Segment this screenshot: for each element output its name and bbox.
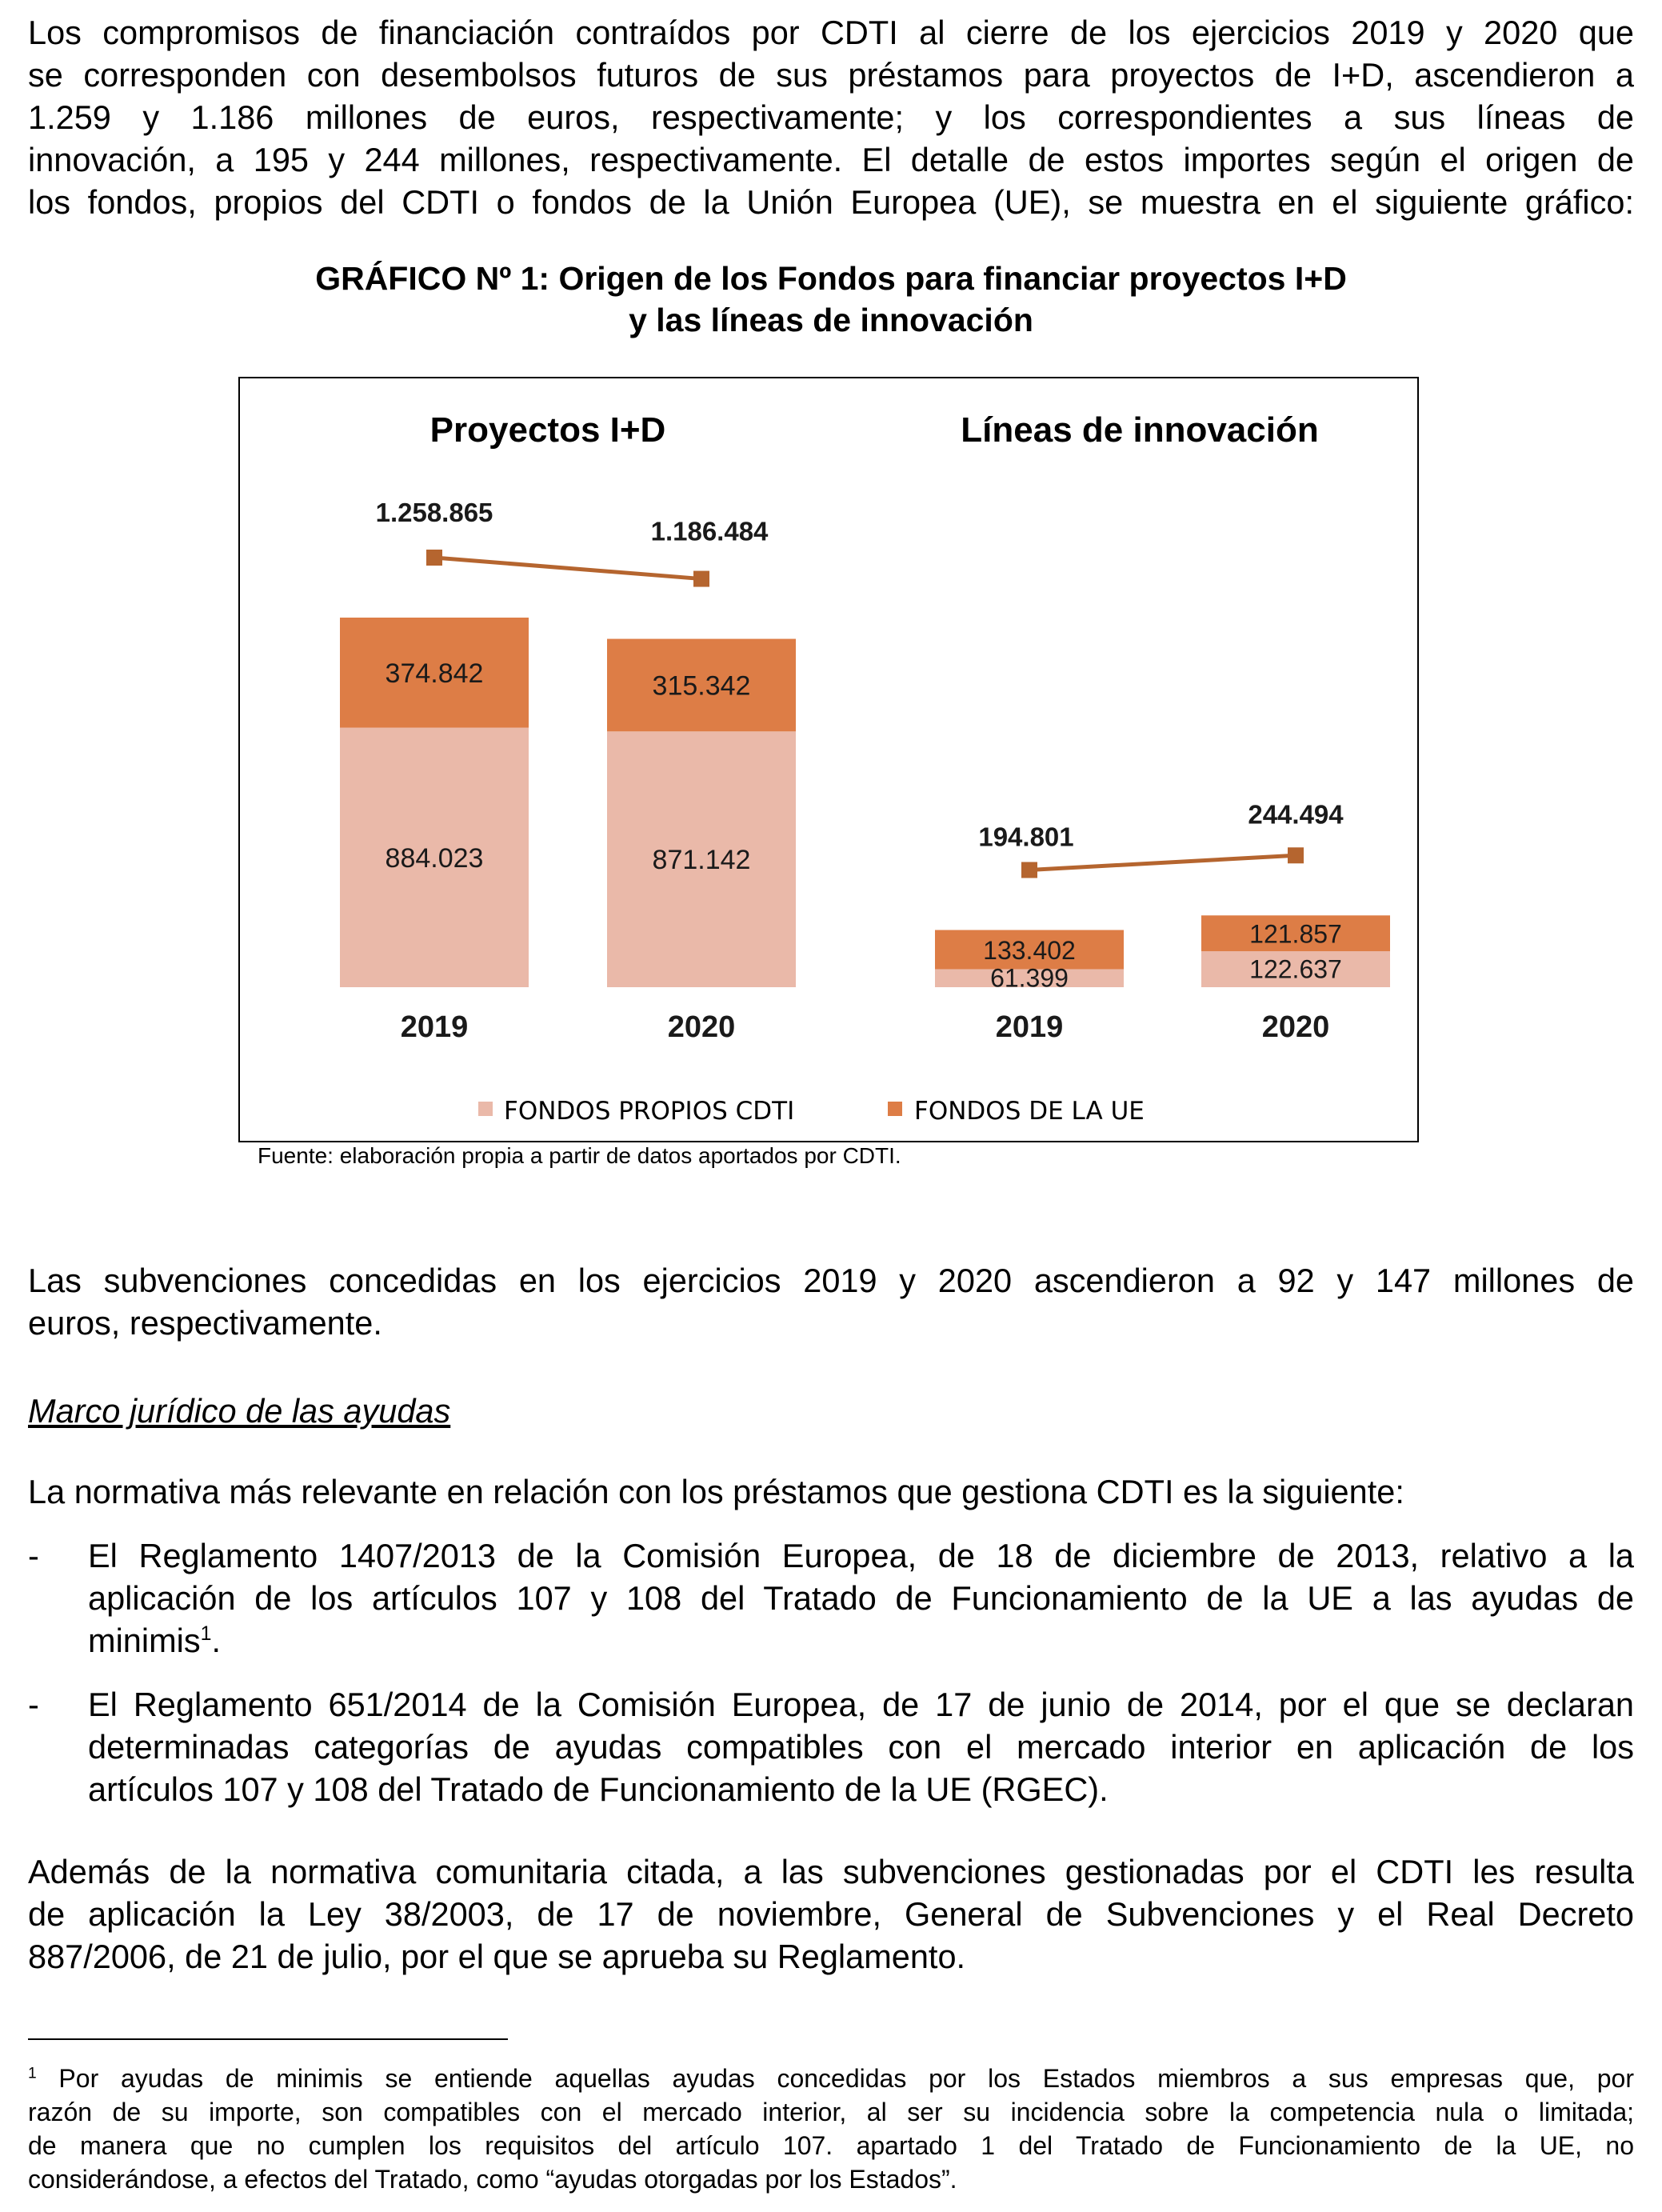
paragraph-line: de aplicación la Ley 38/2003, de 17 de noviembre, General de Subvenciones y el Real Decreto [28,1895,1634,1933]
category-label: 2020 [667,1010,736,1044]
normativa-paragraph: La normativa más relevante en relación con los préstamos que gestiona CDTI es la siguiente: [28,1473,1404,1510]
footnote-mark: 1 [28,2065,37,2082]
intro-line: se corresponden con desembolsos futuros de sus préstamos para proyectos de I+D, ascendieron a [28,56,1634,94]
legend-swatch-propios [478,1102,493,1116]
chart-title-line: y las líneas de innovación [629,302,1033,338]
data-label-propios: 884.023 [385,842,484,874]
footnote-text: Por ayudas de minimis se entiende aquellas ayudas concedidas por los Estados miembros a sus empresas que, por [36,2064,1634,2093]
bullet-dash: - [28,1537,39,1574]
panel-title-proyectos: Proyectos I+D [429,410,666,450]
legend-label-ue: FONDOS DE LA UE [914,1097,1145,1126]
intro-line: 1.259 y 1.186 millones de euros, respectivamente; y los correspondientes a sus líneas de [28,98,1634,136]
list-item-tail: . [211,1622,222,1659]
list-item-text [88,1534,1634,1662]
footnote-line: considerándose, a efectos del Tratado, como “ayudas otorgadas por los Estados”. [28,2165,957,2194]
data-label-propios: 871.142 [652,845,751,876]
legend-label-propios: FONDOS PROPIOS CDTI [504,1097,795,1126]
data-label-ue: 374.842 [385,658,484,689]
section-heading: Marco jurídico de las ayudas [28,1392,451,1430]
category-label: 2019 [995,1010,1064,1044]
subvenciones-paragraph [28,1259,1634,1344]
total-marker [693,571,709,587]
list-item-text [88,1683,1634,1810]
list-item-line: El Reglamento 651/2014 de la Comisión Europea, de 17 de junio de 2014, por el que se declaran [88,1686,1634,1723]
total-marker [1288,847,1304,863]
list-item-line [88,1619,1634,1662]
total-marker [1021,862,1037,878]
footnote-line: de manera que no cumplen los requisitos del artículo 107. apartado 1 del Tratado de Funcionamiento de la UE, no [28,2131,1634,2160]
list-item-line: aplicación de los artículos 107 y 108 del Tratado de Funcionamiento de la UE a las ayudas de [88,1579,1634,1617]
data-label-propios: 61.399 [990,963,1069,993]
list-item-line: El Reglamento 1407/2013 de la Comisión Europea, de 18 de diciembre de 2013, relativo a la [88,1537,1634,1574]
list-item-line: determinadas categorías de ayudas compatibles con el mercado interior en aplicación de los [88,1728,1634,1766]
total-marker [426,550,442,566]
paragraph-line: 887/2006, de 21 de julio, por el que se aprueba su Reglamento. [28,1938,966,1975]
bullet-dash: - [28,1686,39,1723]
total-label: 1.186.484 [650,516,769,546]
minimis-word: minimis [88,1622,201,1659]
footnote-line [28,2062,1634,2095]
ley-paragraph [28,1850,1634,1978]
category-label: 2020 [1261,1010,1330,1044]
intro-line: innovación, a 195 y 244 millones, respectivamente. El detalle de estos importes según el origen de [28,141,1634,178]
intro-line: Los compromisos de financiación contraídos por CDTI al cierre de los ejercicios 2019 y 2020 que [28,14,1634,51]
list-item-line: artículos 107 y 108 del Tratado de Funcionamiento de la UE (RGEC). [88,1770,1109,1808]
footnote [28,2062,1634,2196]
data-label-ue: 121.857 [1249,919,1342,949]
panel-title-lineas: Líneas de innovación [961,410,1319,450]
paragraph-line: euros, respectivamente. [28,1304,382,1342]
total-label: 244.494 [1248,799,1344,830]
data-label-propios: 122.637 [1249,954,1342,984]
legend-swatch-ue [888,1102,902,1116]
chart-title-line: GRÁFICO Nº 1: Origen de los Fondos para financiar proyectos I+D [315,260,1347,297]
paragraph-line: Además de la normativa comunitaria citada, a las subvenciones gestionadas por el CDTI les resulta [28,1853,1634,1890]
chart-source: Fuente: elaboración propia a partir de datos aportados por CDTI. [258,1143,901,1168]
data-label-ue: 133.402 [983,935,1076,965]
category-label: 2019 [400,1010,469,1044]
footnote-line: razón de su importe, son compatibles con el mercado interior, al ser su incidencia sobre la competencia nula o limitada; [28,2098,1634,2126]
total-label: 1.258.865 [375,498,493,527]
footnote-separator [28,2038,508,2040]
paragraph-line: Las subvenciones concedidas en los ejercicios 2019 y 2020 ascendieron a 92 y 147 millones de [28,1262,1634,1299]
data-label-ue: 315.342 [652,670,751,702]
footnote-ref[interactable]: 1 [200,1622,212,1646]
intro-line: los fondos, propios del CDTI o fondos de la Unión Europea (UE), se muestra en el siguiente gráfico: [28,183,1634,221]
total-label: 194.801 [978,822,1074,852]
